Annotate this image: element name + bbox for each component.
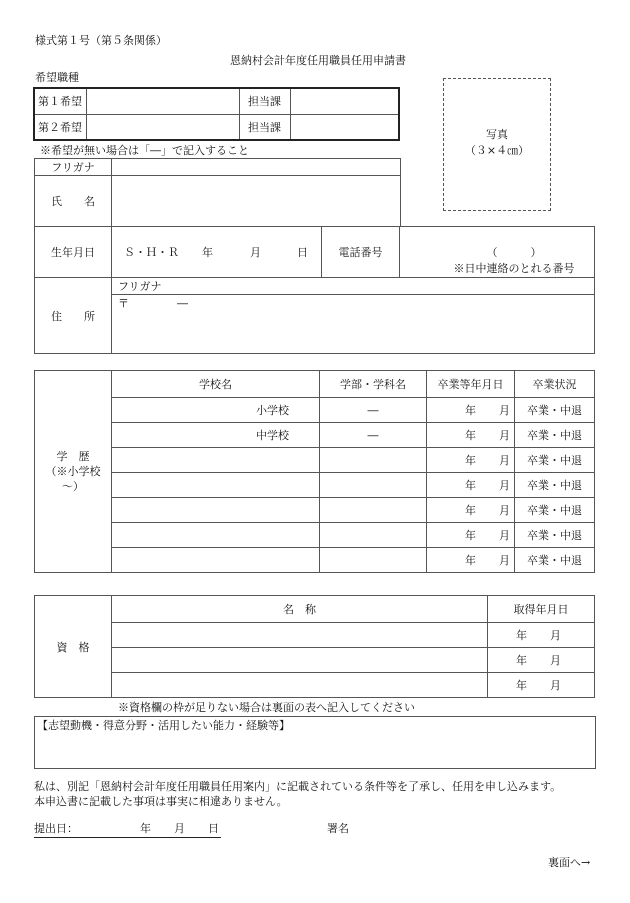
grad-date-cell[interactable] xyxy=(427,498,515,523)
birth-label: 生年月日 xyxy=(35,227,112,278)
grad-status-cell[interactable]: 卒業・中退 xyxy=(515,473,595,498)
dept-header: 学部・学科名 xyxy=(320,371,427,398)
grad-date-cell[interactable] xyxy=(427,398,515,423)
grad-date-cell[interactable] xyxy=(427,523,515,548)
school-name-cell[interactable] xyxy=(112,498,320,523)
grad-year-unit: 年 xyxy=(465,479,476,492)
name-label: 氏 名 xyxy=(35,176,112,227)
education-row xyxy=(35,423,595,448)
school-name-cell[interactable] xyxy=(112,473,320,498)
page-title: 恩納村会計年度任用職員任用申請書 xyxy=(230,54,406,67)
qualification-row xyxy=(35,673,595,698)
qual-year-unit: 年 xyxy=(516,654,527,667)
next-page-label: 裏面へ→ xyxy=(548,856,591,869)
grad-status-cell[interactable]: 卒業・中退 xyxy=(515,498,595,523)
birth-date-field[interactable] xyxy=(112,227,322,278)
grad-date-cell[interactable] xyxy=(427,448,515,473)
qualification-date-cell[interactable] xyxy=(488,648,595,673)
qualifications-note: ※資格欄の枠が足りない場合は裏面の表へ記入してください xyxy=(118,701,415,714)
education-note-1: （※小学校 xyxy=(45,465,101,478)
address-table xyxy=(34,277,595,354)
grad-status-cell[interactable]: 卒業・中退 xyxy=(515,548,595,573)
declaration-line-1: 私は、別記「恩納村会計年度任用職員任用案内」に記載されている条件等を了承し、任用を申し込みます。 xyxy=(34,780,562,793)
submission-year-unit: 年 xyxy=(140,822,151,835)
second-choice-dept-field[interactable] xyxy=(290,114,399,140)
grad-month-unit: 月 xyxy=(499,504,510,517)
second-choice-field[interactable] xyxy=(86,114,239,140)
birth-phone-table xyxy=(34,226,595,278)
name-table xyxy=(34,158,401,227)
birth-year-unit: 年 xyxy=(202,246,213,259)
first-choice-dept-label: 担当課 xyxy=(239,88,290,114)
qual-year-unit: 年 xyxy=(516,629,527,642)
grad-month-unit: 月 xyxy=(499,404,510,417)
grad-status-cell[interactable]: 卒業・中退 xyxy=(515,523,595,548)
grad-date-cell[interactable] xyxy=(427,548,515,573)
submission-day-unit: 日 xyxy=(208,822,219,835)
dept-cell[interactable] xyxy=(320,548,427,573)
qualification-row xyxy=(35,648,595,673)
motivation-label: 【志望動機・得意分野・活用したい能力・経験等】 xyxy=(37,719,290,732)
grad-month-unit: 月 xyxy=(499,479,510,492)
grad-month-unit: 月 xyxy=(499,454,510,467)
education-row xyxy=(35,548,595,573)
dept-cell[interactable] xyxy=(320,473,427,498)
school-name-cell[interactable] xyxy=(112,523,320,548)
dept-cell[interactable] xyxy=(320,448,427,473)
grad-year-unit: 年 xyxy=(465,554,476,567)
qualifications-table xyxy=(34,595,595,698)
phone-field[interactable] xyxy=(400,227,595,278)
school-name-header: 学校名 xyxy=(112,371,320,398)
postal-mark: 〒 xyxy=(118,297,129,310)
qualification-name-cell[interactable] xyxy=(112,648,488,673)
furigana-label: フリガナ xyxy=(35,159,112,176)
grad-month-unit: 月 xyxy=(499,554,510,567)
school-name-cell[interactable] xyxy=(112,448,320,473)
declaration-line-2: 本申込書に記載した事項は事実に相違ありません。 xyxy=(34,795,288,808)
address-furigana[interactable]: フリガナ xyxy=(112,278,595,295)
submission-date-field[interactable] xyxy=(34,822,221,838)
second-choice-label: 第２希望 xyxy=(34,114,86,140)
school-name-cell[interactable]: 小学校 xyxy=(112,398,320,423)
education-row xyxy=(35,398,595,423)
grad-date-cell[interactable] xyxy=(427,423,515,448)
education-note-2: ～） xyxy=(62,480,84,493)
qualification-date-header: 取得年月日 xyxy=(488,596,595,623)
qual-month-unit: 月 xyxy=(550,629,561,642)
qualification-date-cell[interactable] xyxy=(488,673,595,698)
address-field[interactable] xyxy=(112,295,595,354)
qualification-name-header: 名 称 xyxy=(112,596,488,623)
grad-status-cell[interactable]: 卒業・中退 xyxy=(515,423,595,448)
dept-cell[interactable] xyxy=(320,523,427,548)
grad-month-unit: 月 xyxy=(499,429,510,442)
desired-position-heading: 希望職種 xyxy=(35,71,79,84)
qualification-name-cell[interactable] xyxy=(112,623,488,648)
form-number: 様式第１号（第５条関係） xyxy=(35,34,167,47)
grad-date-cell[interactable] xyxy=(427,473,515,498)
qualification-date-cell[interactable] xyxy=(488,623,595,648)
grad-year-unit: 年 xyxy=(465,454,476,467)
qualifications-label: 資 格 xyxy=(35,596,112,698)
submission-month-unit: 月 xyxy=(174,822,185,835)
education-row xyxy=(35,523,595,548)
photo-box[interactable] xyxy=(443,78,551,211)
dept-cell[interactable]: ― xyxy=(320,423,427,448)
phone-parens: （ ） xyxy=(486,246,542,259)
birth-era: Ｓ・Ｈ・Ｒ xyxy=(124,246,179,259)
qual-month-unit: 月 xyxy=(550,654,561,667)
second-choice-dept-label: 担当課 xyxy=(239,114,290,140)
photo-size-label: （３×４㎝） xyxy=(464,144,530,157)
furigana-field[interactable] xyxy=(112,159,401,176)
education-label-cell xyxy=(35,371,112,573)
qualification-name-cell[interactable] xyxy=(112,673,488,698)
education-row xyxy=(35,498,595,523)
grad-year-unit: 年 xyxy=(465,529,476,542)
education-label: 学 歴 xyxy=(56,450,90,463)
dept-cell[interactable] xyxy=(320,498,427,523)
phone-note: ※日中連絡のとれる番号 xyxy=(453,262,575,275)
grad-year-unit: 年 xyxy=(465,429,476,442)
postal-dash: ― xyxy=(177,297,188,310)
status-header: 卒業状況 xyxy=(515,371,595,398)
education-table xyxy=(34,370,595,573)
qual-year-unit: 年 xyxy=(516,679,527,692)
grad-status-cell[interactable]: 卒業・中退 xyxy=(515,448,595,473)
signature-label: 署名 xyxy=(327,822,349,835)
dept-cell[interactable]: ― xyxy=(320,398,427,423)
submission-date-label: 提出日： xyxy=(34,822,78,835)
grad-date-header: 卒業等年月日 xyxy=(427,371,515,398)
desired-position-note: ※希望が無い場合は「―」で記入すること xyxy=(40,144,249,157)
grad-month-unit: 月 xyxy=(499,529,510,542)
education-row xyxy=(35,473,595,498)
phone-label: 電話番号 xyxy=(322,227,400,278)
qualification-row xyxy=(35,623,595,648)
birth-day-unit: 日 xyxy=(297,246,308,259)
grad-year-unit: 年 xyxy=(465,404,476,417)
education-row xyxy=(35,448,595,473)
school-name-cell[interactable] xyxy=(112,548,320,573)
first-choice-field[interactable] xyxy=(86,88,239,114)
motivation-box[interactable] xyxy=(34,716,596,769)
first-choice-dept-field[interactable] xyxy=(290,88,399,114)
photo-label: 写真 xyxy=(486,128,508,141)
birth-month-unit: 月 xyxy=(250,246,261,259)
school-name-cell[interactable]: 中学校 xyxy=(112,423,320,448)
desired-position-table xyxy=(33,87,400,141)
name-field[interactable] xyxy=(112,176,401,227)
grad-year-unit: 年 xyxy=(465,504,476,517)
address-label: 住 所 xyxy=(35,278,112,354)
grad-status-cell[interactable]: 卒業・中退 xyxy=(515,398,595,423)
first-choice-label: 第１希望 xyxy=(34,88,86,114)
qual-month-unit: 月 xyxy=(550,679,561,692)
